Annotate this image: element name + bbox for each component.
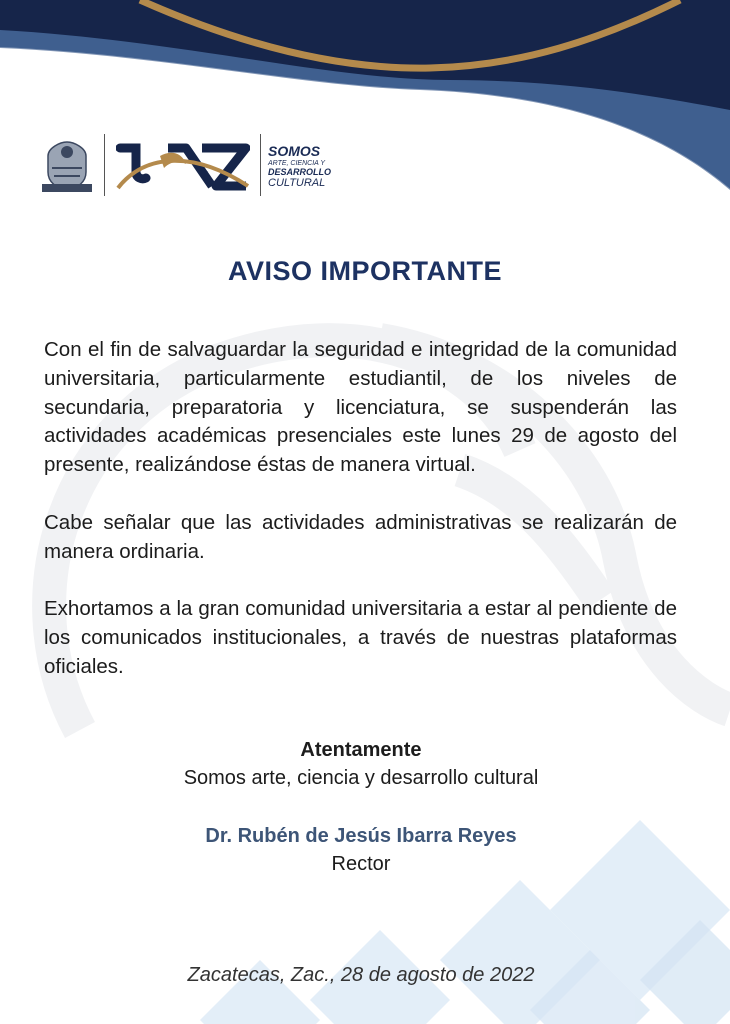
logo-divider <box>104 134 105 196</box>
logo-bar <box>38 130 338 200</box>
notice-paragraph: Con el fin de salvaguardar la seguridad e integridad de la comunidad universitaria, particularmente estudiantil, de los niveles de secundaria, preparatoria y licenciatura, se suspenderán las actividades académicas presenciales este lunes 29 de agosto del presente, realizándose éstas de manera virtual. <box>44 338 677 477</box>
notice-body <box>44 336 677 710</box>
notice-title: AVISO IMPORTANTE <box>227 256 502 286</box>
tagline-line-4: CULTURAL <box>268 177 326 189</box>
closing-block <box>0 736 722 878</box>
logo-divider <box>260 134 261 196</box>
tagline-line-3: DESARROLLO <box>268 167 331 177</box>
closing-motto: Somos arte, ciencia y desarrollo cultural <box>183 767 539 789</box>
tagline-line-1: SOMOS <box>268 143 321 159</box>
notice-paragraph: Cabe señalar que las actividades administrativas se realizarán de manera ordinaria. <box>44 510 677 563</box>
uaz-wordmark-logo <box>116 142 250 192</box>
signer-role: Rector <box>331 853 391 875</box>
notice-paragraph: Exhortamos a la gran comunidad universitaria a estar al pendiente de los comunicados institucionales, a través de nuestras plataformas oficiales. <box>44 597 677 678</box>
uaz-wordmark-text: UAZ <box>206 172 209 173</box>
tagline-line-2: ARTE, CIENCIA Y <box>268 160 326 167</box>
tagline-logo <box>268 144 348 189</box>
university-seal-icon <box>38 138 96 194</box>
signer-name: Dr. Rubén de Jesús Ibarra Reyes <box>205 825 517 847</box>
closing-salute: Atentamente <box>300 739 422 761</box>
place-date: Zacatecas, Zac., 28 de agosto de 2022 <box>187 964 535 986</box>
